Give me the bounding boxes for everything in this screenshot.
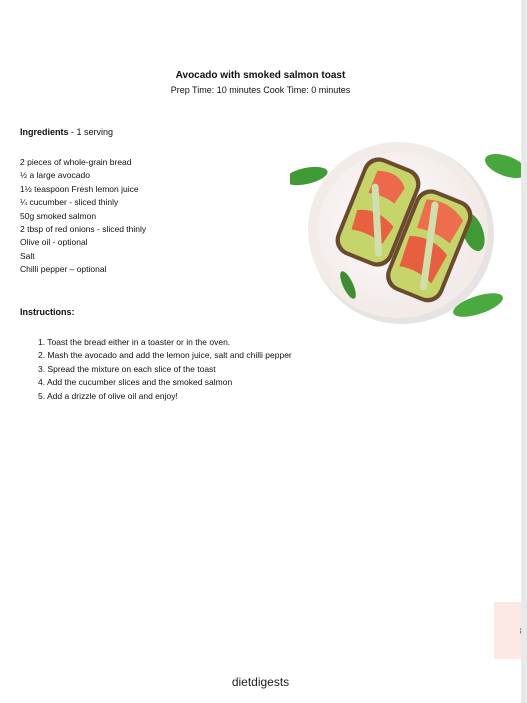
- avocado-toast-photo: [290, 140, 527, 330]
- ingredient-item: 2 tbsp of red onions - sliced thinly: [20, 224, 147, 235]
- recipe-times: Prep Time: 10 minutes Cook Time: 0 minutes: [170, 85, 351, 95]
- brand-footer: dietdigests: [231, 675, 290, 689]
- ingredient-item: 50g smoked salmon: [20, 210, 97, 221]
- ingredients-heading: [20, 127, 113, 137]
- ingredients-serving: - 1 serving: [68, 127, 114, 137]
- ingredients-list: [20, 156, 146, 277]
- ingredient-item: Olive oil - optional: [20, 237, 88, 248]
- ingredient-item: 1½ teaspoon Fresh lemon juice: [20, 183, 139, 194]
- ingredient-item: ¼ cucumber - sliced thinly: [20, 197, 119, 208]
- ingredient-item: Chilli pepper – optional: [20, 264, 107, 275]
- instruction-step: 1. Toast the bread either in a toaster or in the oven.: [38, 337, 231, 347]
- ingredient-item: ½ a large avocado: [20, 170, 90, 181]
- instructions-list: [38, 336, 292, 403]
- instruction-step: 4. Add the cucumber slices and the smoked salmon: [38, 377, 233, 388]
- page-tab: [494, 602, 521, 659]
- instruction-step: 5. Add a drizzle of olive oil and enjoy!: [38, 390, 178, 401]
- instruction-step: 3. Spread the mixture on each slice of the toast: [38, 363, 216, 374]
- recipe-title: Avocado with smoked salmon toast: [175, 70, 346, 81]
- ingredients-heading-label: Ingredients: [20, 127, 69, 137]
- instructions-heading: Instructions:: [20, 307, 75, 317]
- instruction-step: 2. Mash the avocado and add the lemon juice, salt and chilli pepper: [38, 350, 292, 361]
- ingredient-item: 2 pieces of whole-grain bread: [20, 157, 132, 167]
- page-edge: [521, 0, 527, 703]
- ingredient-item: Salt: [20, 250, 35, 261]
